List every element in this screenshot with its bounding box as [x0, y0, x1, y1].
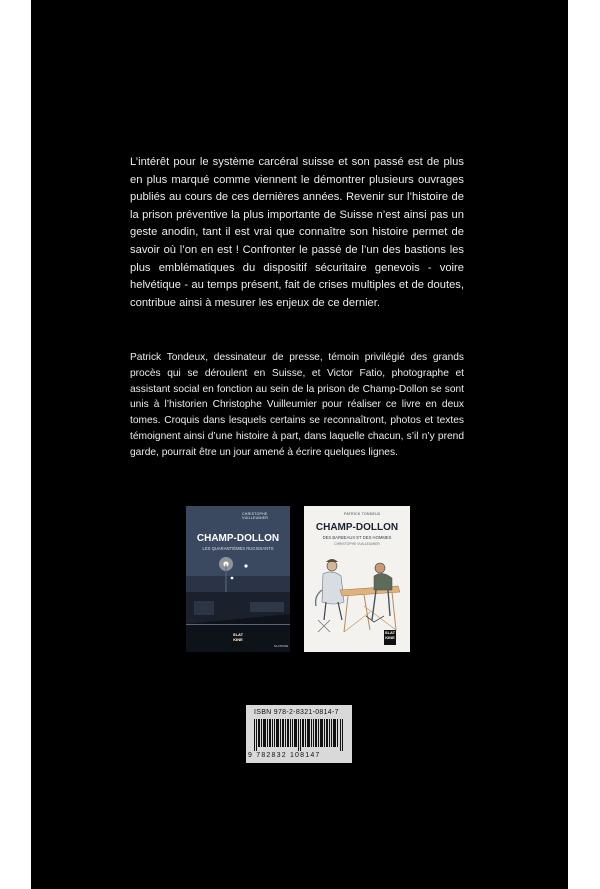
isbn-barcode	[246, 705, 352, 763]
book-1-publisher: SLATKINE	[274, 644, 289, 648]
publisher-logo-2	[384, 630, 396, 645]
ean-digits: 9 782832 108147	[248, 752, 321, 759]
publisher-logo	[232, 632, 244, 647]
publisher-logo-text: SLAT KINE	[232, 632, 244, 642]
book-1-author: CHRISTOPHE VUILLEUMIER	[242, 512, 269, 520]
book-1-title: CHAMP-DOLLON	[196, 533, 280, 544]
publisher-logo-2-text: SLAT KINE	[384, 630, 396, 640]
night-prison-photo	[186, 506, 290, 652]
book-2-title: CHAMP-DOLLON	[315, 522, 399, 533]
book-1-subtitle: LES QUARANTIÈMES RUGISSANTS	[202, 546, 274, 551]
blurb-paragraph-2: Patrick Tondeux, dessinateur de presse, témoin privilégié des grands procès qui se déroulent en Suisse, et Victor Fatio, photographe et assistant social en fonction au sein de la prison de Champ-Dollon se sont unis à l’historien Christophe Vuilleumier pour réaliser ce livre en deux tomes. Croquis dans lesquels certains se reconnaîtront, photos et textes témoignent ainsi d’une histoire à part, dans laquelle chacun, s’il n’y prend garde, pourrait être un jour amené à écrire quelques lignes.	[130, 352, 464, 458]
book-2-credit: CHRISTOPHE VUILLEUMIER	[334, 542, 380, 546]
isbn-label: ISBN 978-2-8321-0814-7	[254, 709, 339, 716]
book-2-subtitle: DES BARBEAUX ET DES HOMMES	[322, 535, 392, 540]
barcode-bars	[254, 719, 344, 751]
book-cover-tome-2	[304, 506, 410, 652]
book-cover-tome-1	[186, 506, 290, 652]
book-2-author: PATRICK TONDEUX	[344, 512, 381, 516]
blurb-paragraph-1: L’intérêt pour le système carcéral suisse et son passé est de plus en plus marqué comme viennent le démontrer plusieurs ouvrages publiés au cours de ces dernières années. Revenir sur l’histoire de la prison préventive la plus importante de Suisse n’est ainsi pas un geste anodin, tant il est vrai que connaître son histoire permet de savoir où l’on en est ! Confronter le passé de l’un des bastions les plus emblématiques du dispositif sécuritaire genevois - voire helvétique - au temps présent, fait de crises multiples et de doutes, contribue ainsi à mesurer les enjeux de ce dernier.	[130, 156, 464, 309]
